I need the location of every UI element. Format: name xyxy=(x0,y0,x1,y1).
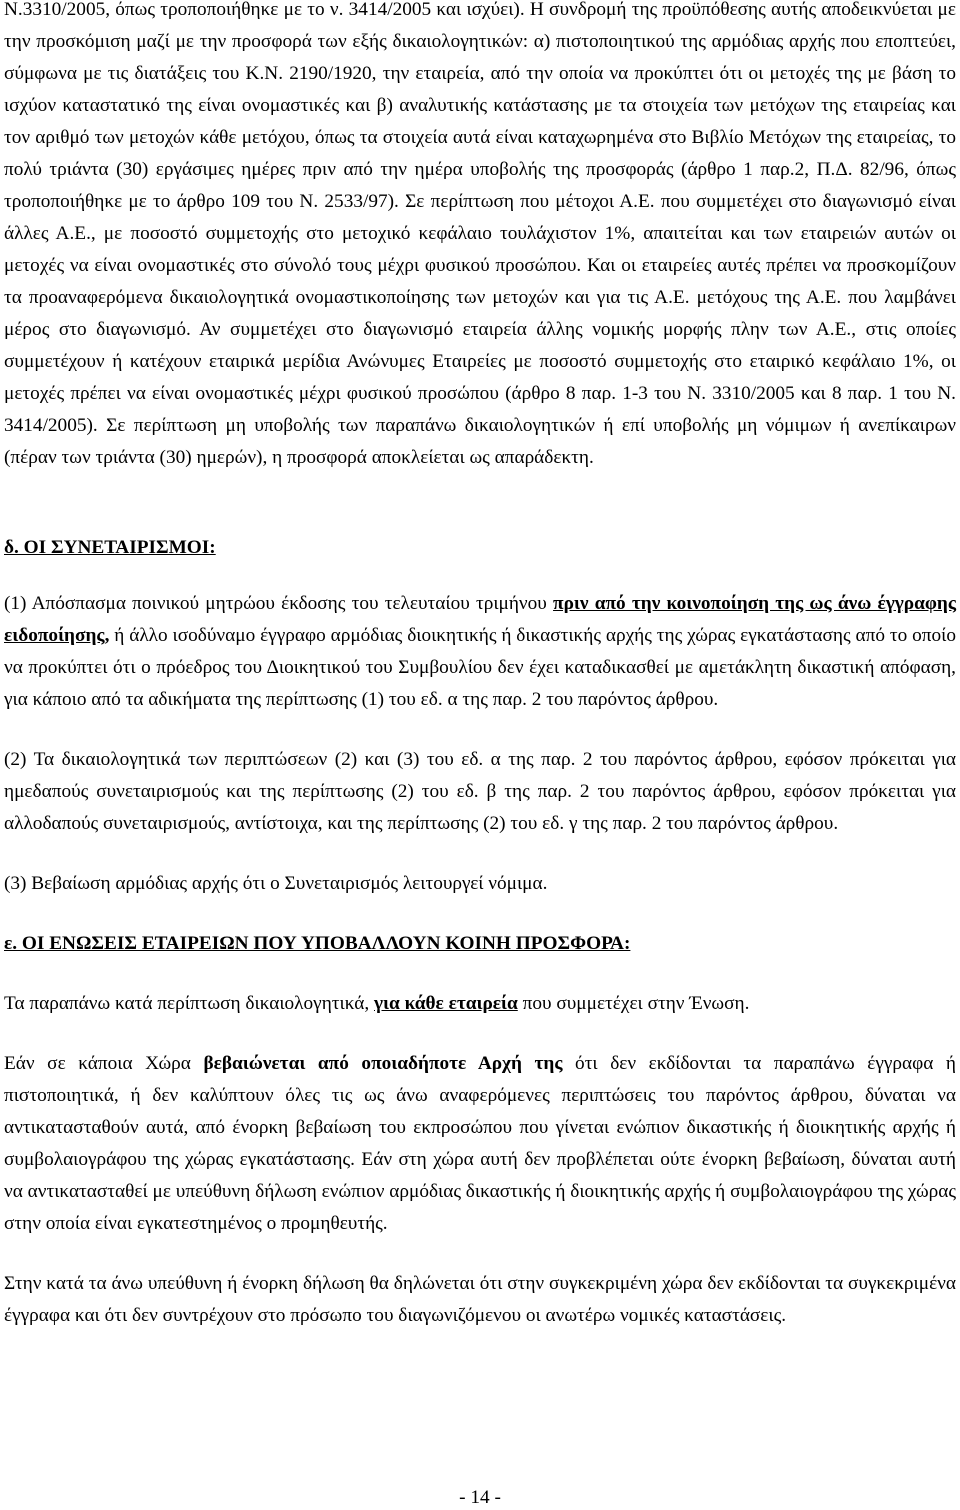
spacer xyxy=(4,1020,956,1048)
joint-ventures-2-text-b: ότι δεν εκδίδονται τα παραπάνω έγγραφα ή πιστοποιητικά, ή δεν καλύπτουν όλες τις ως άνω αναφερόμενες περιπτώσεις του παρόντος άρθρου, δύναται να αντικατασταθούν αυτά, από ένορκη βεβαίωση του εκπροσώπου που γίνεται ενώπιον δικαστικής ή διοικητικής αρχής ή συμβολαιογράφου της χώρας εγκατάστασης. Εάν στη χώρα αυτή δεν προβλέπεται ούτε ένορκη βεβαίωση, δύναται αυτή να αντικατασταθεί με υπεύθυνη δήλωση ενώπιον αρμόδιας δικαστικής ή διοικητικής αρχής ή συμβολαιογράφου της χώρας στην οποία είναι εγκατεστημένος ο προμηθευτής. xyxy=(4,1053,956,1234)
paragraph-joint-ventures-1 xyxy=(4,988,956,1020)
paragraph-joint-ventures-3: Στην κατά τα άνω υπεύθυνη ή ένορκη δήλωση θα δηλώνεται ότι στην συγκεκριμένη χώρα δεν εκδίδονται τα συγκεκριμένα έγγραφα και ότι δεν συντρέχουν στο πρόσωπο του διαγωνιζόμενου οι ανωτέρω νομικές καταστάσεις. xyxy=(4,1273,956,1326)
spacer xyxy=(4,840,956,868)
spacer xyxy=(4,1240,956,1268)
spacer xyxy=(4,564,956,588)
spacer xyxy=(4,474,956,532)
joint-ventures-1-text-a: Τα παραπάνω κατά περίπτωση δικαιολογητικά, xyxy=(4,993,374,1014)
joint-ventures-2-text-a: Εάν σε κάποια Χώρα xyxy=(4,1053,204,1074)
cooperatives-1-text-b: ή άλλο ισοδύναμο έγγραφο αρμόδιας διοικητικής ή δικαστικής αρχής της χώρας εγκατάστασης από το οποίο να προκύπτει ότι ο πρόεδρος του Διοικητικού του Συμβουλίου δεν έχει καταδικασθεί με αμετάκλητη δικαστική απόφαση, για κάποιο από τα αδικήματα της περίπτωσης (1) του εδ. α της παρ. 2 του παρόντος άρθρου. xyxy=(4,625,956,710)
cooperatives-1-text-a: (1) Απόσπασμα ποινικού μητρώου έκδοσης του τελευταίου τριμήνου xyxy=(4,593,554,614)
heading-cooperatives: δ. ΟΙ ΣΥΝΕΤΑΙΡΙΣΜΟΙ: xyxy=(4,537,216,558)
joint-ventures-1-text-b: που συμμετέχει στην Ένωση. xyxy=(517,993,750,1014)
joint-ventures-2-emphasis: βεβαιώνεται από οποιαδήποτε Αρχή της xyxy=(203,1053,563,1074)
paragraph-share-registration: Ν.3310/2005, όπως τροποποιήθηκε με το ν. 3414/2005 και ισχύει). Η συνδρομή της προϋπόθεσης αυτής αποδεικνύεται με την προσκόμιση μαζί με την προσφορά των εξής δικαιολογητικών: α) πιστοποιητικού της αρμόδιας αρχής που εποπτεύει, σύμφωνα με τις διατάξεις του Κ.Ν. 2190/1920, την εταιρεία, από την οποία να προκύπτει ότι οι μετοχές της με βάση το ισχύον καταστατικό της είναι ονομαστικές και β) αναλυτικής κατάστασης με τα στοιχεία των μετόχων της εταιρείας και τον αριθμό των μετοχών κάθε μετόχου, όπως τα στοιχεία αυτά είναι καταχωρημένα στο Βιβλίο Μετόχων της εταιρείας, το πολύ τριάντα (30) εργάσιμες ημέρες πριν από την ημέρα υποβολής της προσφοράς (άρθρο 1 παρ.2, Π.Δ. 82/96, όπως τροποποιήθηκε με το άρθρο 109 του Ν. 2533/97). Σε περίπτωση που μέτοχοι Α.Ε. που συμμετέχει στο διαγωνισμό είναι άλλες Α.Ε., με ποσοστό συμμετοχής στο μετοχικό κεφάλαιο τουλάχιστον 1%, απαιτείται και των εταιρειών αυτών οι μετοχές να είναι ονομαστικές στο σύνολό τους μέχρι φυσικού προσώπου. Και οι εταιρείες αυτές πρέπει να προσκομίζουν τα προαναφερόμενα δικαιολογητικά ονομαστικοποίησης των μετοχών και για τις Α.Ε. μετόχους της Α.Ε. που λαμβάνει μέρος στο διαγωνισμό. Αν συμμετέχει στο διαγωνισμό εταιρεία άλλης νομικής μορφής πλην των Α.Ε., στις οποίες συμμετέχουν ή κατέχουν εταιρικά μερίδια Ανώνυμες Εταιρείες με ποσοστό συμμετοχής στο εταιρικό κεφάλαιο 1%, οι μετοχές πρέπει να είναι ονομαστικές μέχρι φυσικού προσώπου (άρθρο 8 παρ. 1-3 του Ν. 3310/2005 και 8 παρ. 1 του Ν. 3414/2005). Σε περίπτωση μη υποβολής των παραπάνω δικαιολογητικών ή επί υποβολής μη νόμιμων ή ανεπίκαιρων (πέραν των τριάντα (30) ημερών), η προσφορά αποκλείεται ως απαράδεκτη. xyxy=(4,0,956,468)
page-number: - 14 - xyxy=(459,1487,501,1508)
spacer xyxy=(4,960,956,988)
spacer xyxy=(4,900,956,928)
paragraph-cooperatives-1 xyxy=(4,588,956,716)
document-page xyxy=(4,0,956,1332)
spacer xyxy=(4,716,956,744)
paragraph-cooperatives-2: (2) Τα δικαιολογητικά των περιπτώσεων (2) και (3) του εδ. α της παρ. 2 του παρόντος άρθρου, εφόσον πρόκειται για ημεδαπούς συνεταιρισμούς και της περίπτωσης (2) του εδ. β της παρ. 2 του παρόντος άρθρου, εφόσον πρόκειται για αλλοδαπούς συνεταιρισμούς, αντίστοιχα, και της περίπτωσης (2) του εδ. γ της παρ. 2 του παρόντος άρθρου. xyxy=(4,749,956,834)
joint-ventures-1-emphasis: για κάθε εταιρεία xyxy=(374,993,518,1014)
paragraph-cooperatives-3: (3) Βεβαίωση αρμόδιας αρχής ότι ο Συνεταιρισμός λειτουργεί νόμιμα. xyxy=(4,873,548,894)
heading-joint-ventures: ε. ΟΙ ΕΝΩΣΕΙΣ ΕΤΑΙΡΕΙΩΝ ΠΟΥ ΥΠΟΒΑΛΛΟΥΝ ΚΟΙΝΗ ΠΡΟΣΦΟΡΑ: xyxy=(4,933,631,954)
cooperatives-1-emphasis: πριν από την κοινοποίηση της ως άνω έγγραφης ειδοποίησης, xyxy=(4,593,956,646)
paragraph-joint-ventures-2 xyxy=(4,1048,956,1240)
